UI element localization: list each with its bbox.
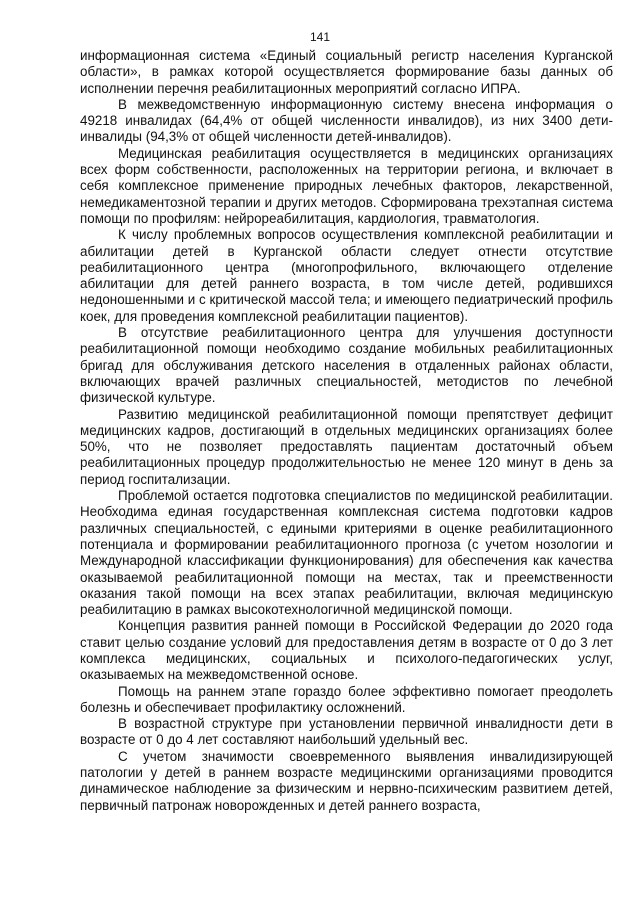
- paragraph: В возрастной структуре при установлении первичной инвалидности дети в возрасте от 0 до 4 лет составляют наибольший удельный вес.: [80, 716, 613, 748]
- paragraph: Помощь на раннем этапе гораздо более эффективно помогает преодолеть болезнь и обеспечивает профилактику осложнений.: [80, 683, 613, 715]
- paragraph: В отсутствие реабилитационного центра для улучшения доступности реабилитационной помощи необходимо создание мобильных реабилитационных бригад для обслуживания детского населения в отдаленных районах области, включающих врачей различных специальностей, методистов по лечебной физической культуре.: [80, 325, 613, 406]
- paragraph: Развитию медицинской реабилитационной помощи препятствует дефицит медицинских кадров, достигающий в отдельных медицинских организациях более 50%, что не позволяет предоставлять пациентам достаточный объем реабилитационных процедур продолжительностью не менее 120 минут в день за период госпитализации.: [80, 406, 613, 487]
- paragraph: С учетом значимости своевременного выявления инвалидизирующей патологии у детей в раннем возрасте медицинскими организациями проводится динамическое наблюдение за физическим и нервно-психическим развитием детей, первичный патронаж новорожденных и детей раннего возраста,: [80, 748, 613, 813]
- paragraph: Проблемой остается подготовка специалистов по медицинской реабилитации. Необходима единая государственная комплексная система подготовки кадров различных специальностей, с едиными критериями в оценке реабилитационного потенциала и формировании реабилитационного прогноза (с учетом нозологии и Международной классификации функционирования) для обеспечения как качества оказываемой реабилитационной помощи на местах, так и преемственности оказания такой помощи на всех этапах реабилитации, включая медицинскую реабилитацию в рамках высокотехнологичной медицинской помощи.: [80, 488, 613, 618]
- paragraph-continued: информационная система «Единый социальный регистр населения Курганской области», в рамках которой осуществляется формирование базы данных об исполнении перечня реабилитационных мероприятий согласно ИПРА.: [80, 48, 613, 96]
- paragraph: В межведомственную информационную систему внесена информация о 49218 инвалидах (64,4% от общей численности инвалидов), из них 3400 дети-инвалиды (94,3% от общей численности детей-инвалидов).: [80, 96, 613, 145]
- paragraph: Концепция развития ранней помощи в Российской Федерации до 2020 года ставит целью создание условий для предоставления детям в возрасте от 0 до 3 лет комплекса медицинских, социальных и психолого-педагогических услуг, оказываемых на межведомственной основе.: [80, 618, 613, 683]
- document-body: [80, 48, 613, 814]
- page-number: 141: [309, 30, 331, 44]
- paragraph: К числу проблемных вопросов осуществления комплексной реабилитации и абилитации детей в Курганской области следует отнести отсутствие реабилитационного центра (многопрофильного, включающего отделение абилитации для детей раннего возраста, в том числе детей, родившихся недоношенными и с критической массой тела; и имеющего педиатрический профиль коек, для проведения комплексной реабилитации пациентов).: [80, 227, 613, 324]
- paragraph: Медицинская реабилитация осуществляется в медицинских организациях всех форм собственности, расположенных на территории региона, и включает в себя комплексное применение природных лечебных факторов, лекарственной, немедикаментозной терапии и других методов. Сформирована трехэтапная система помощи по профилям: нейрореабилитация, кардиология, травматология.: [80, 145, 613, 226]
